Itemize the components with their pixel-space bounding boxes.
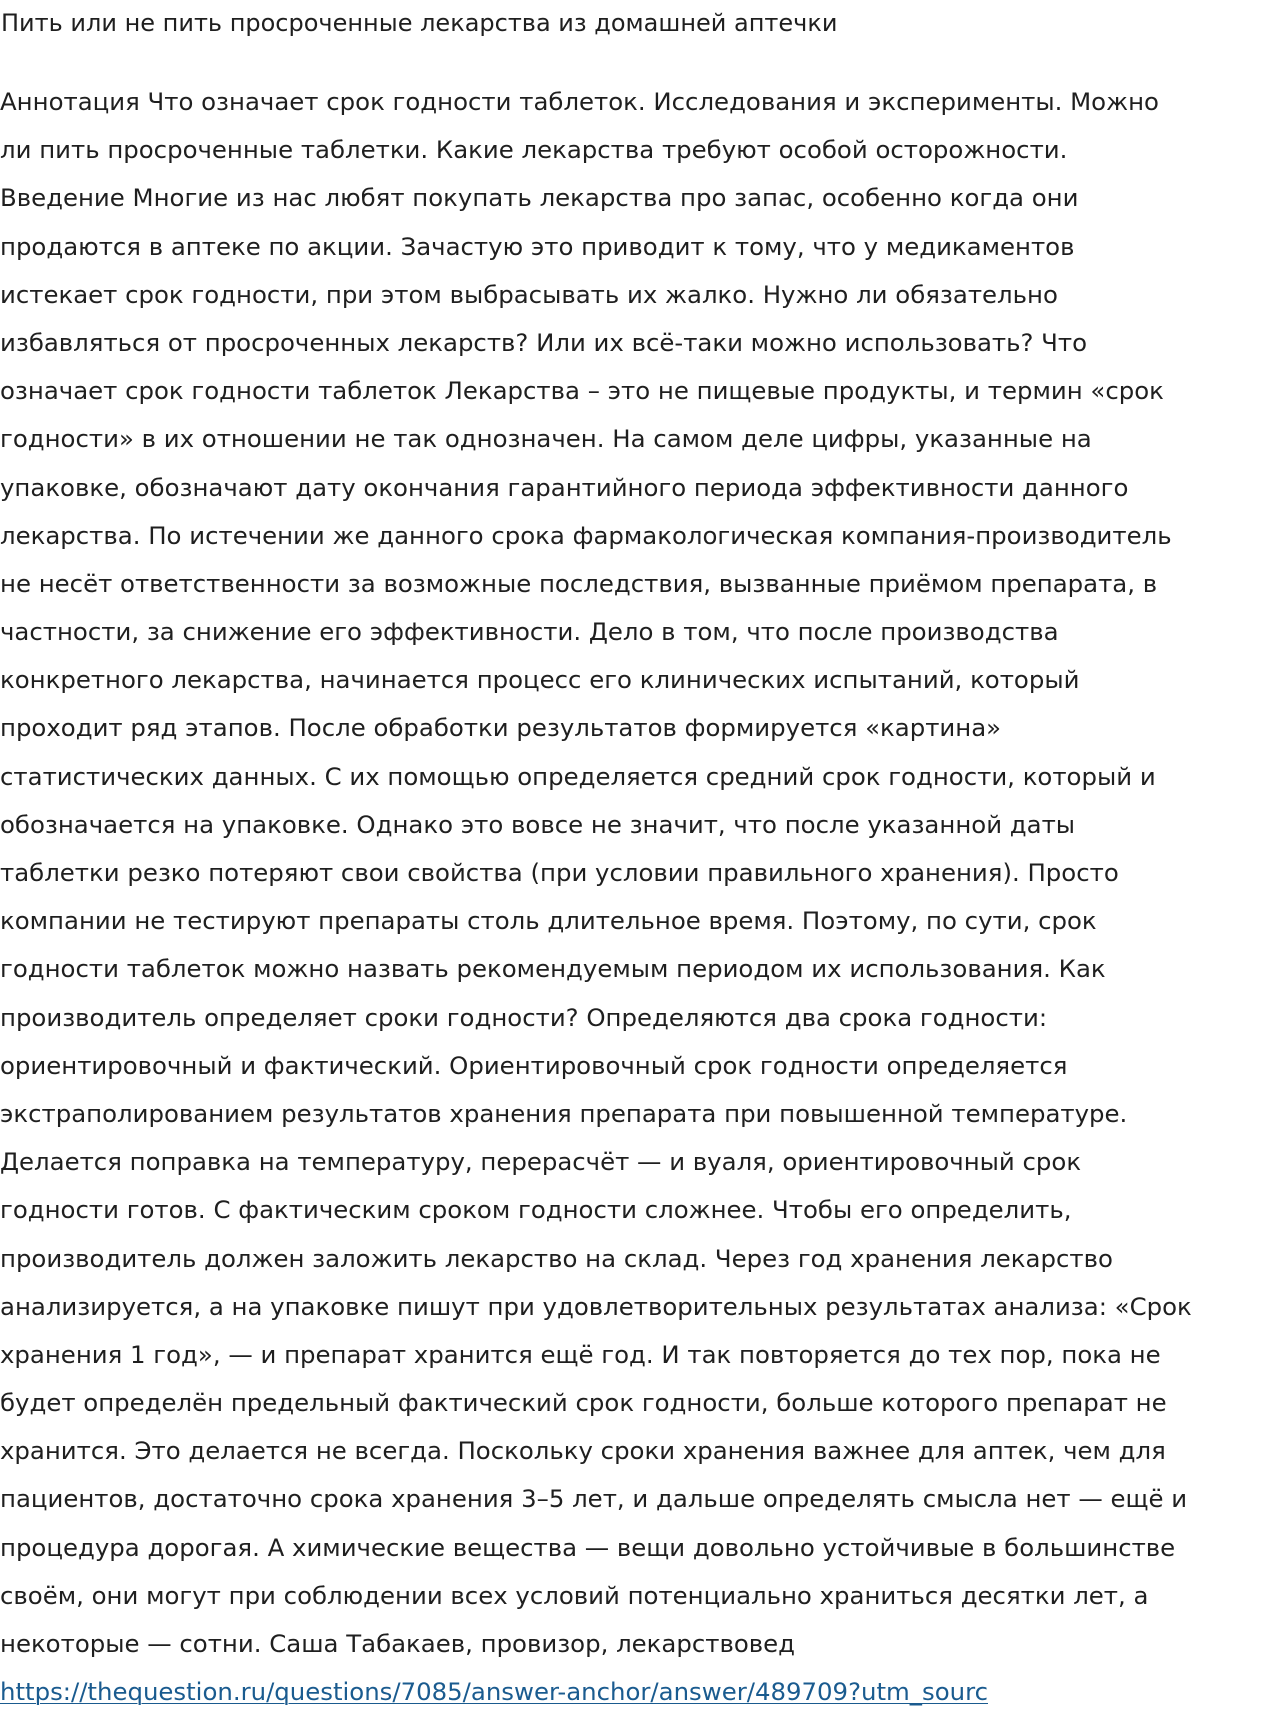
body-line: Делается поправка на температуру, перерасчёт — и вуаля, ориентировочный срок: [0, 1147, 1082, 1177]
body-line: не несёт ответственности за возможные последствия, вызванные приёмом препарата, в: [0, 568, 1158, 598]
body-line: Введение Многие из нас любят покупать лекарства про запас, особенно когда они: [0, 183, 1079, 213]
body-line: таблетки резко потеряют свои свойства (при условии правильного хранения). Просто: [0, 858, 1119, 887]
body-line: производитель должен заложить лекарство на склад. Через год хранения лекарство: [0, 1243, 1113, 1273]
body-line: продаются в аптеке по акции. Зачастую это приводит к тому, что у медикаментов: [0, 231, 1075, 261]
body-line: некоторые — сотни. Саша Табакаев, провизор, лекарствовед: [0, 1629, 795, 1658]
body-line: хранения 1 год», — и препарат хранится ещё год. И так повторяется до тех пор, пока не: [0, 1339, 1161, 1369]
body-line: годности» в их отношении не так однозначен. На самом деле цифры, указанные на: [0, 424, 1092, 454]
body-line: анализируется, а на упаковке пишут при удовлетворительных результатах анализа: «Срок: [0, 1291, 1192, 1321]
body-line: означает срок годности таблеток Лекарства – это не пищевые продукты, и термин «срок: [0, 376, 1164, 406]
body-line: процедура дорогая. А химические вещества — вещи довольно устойчивые в большинстве: [0, 1532, 1176, 1562]
body-line: будет определён предельный фактический срок годности, больше которого препарат не: [0, 1388, 1167, 1418]
body-line: компании не тестируют препараты столь длительное время. Поэтому, по сути, срок: [0, 906, 1097, 936]
body-line: лекарства. По истечении же данного срока фармакологическая компания-производитель: [0, 520, 1172, 550]
body-line: Аннотация Что означает срок годности таблеток. Исследования и эксперименты. Можно: [0, 87, 1159, 116]
body-line: ориентировочный и фактический. Ориентировочный срок годности определяется: [0, 1050, 1068, 1080]
source-link[interactable]: https://thequestion.ru/questions/7085/answer-anchor/answer/489709?utm_sourc: [0, 1677, 988, 1707]
body-line: статистических данных. С их помощью определяется средний срок годности, который и: [0, 761, 1156, 791]
body-line: производитель определяет сроки годности? Определяются два срока годности:: [0, 1002, 1048, 1032]
source-link-line: [0, 1668, 1270, 1716]
body-line: проходит ряд этапов. После обработки результатов формируется «картина»: [0, 713, 1002, 743]
body-line: ли пить просроченные таблетки. Какие лекарства требуют особой осторожности.: [0, 135, 1068, 165]
body-line: избавляться от просроченных лекарств? Или их всё-таки можно использовать? Что: [0, 327, 1088, 357]
article-body: [0, 78, 1270, 1716]
body-line: истекает срок годности, при этом выбрасывать их жалко. Нужно ли обязательно: [0, 279, 1058, 309]
body-line: пациентов, достаточно срока хранения 3–5 лет, и дальше определять смысла нет — ещё и: [0, 1484, 1188, 1514]
body-line: своём, они могут при соблюдении всех условий потенциально храниться десятки лет, а: [0, 1580, 1149, 1610]
body-line: годности готов. С фактическим сроком годности сложнее. Чтобы его определить,: [0, 1195, 1072, 1225]
body-line: упаковке, обозначают дату окончания гарантийного периода эффективности данного: [0, 472, 1129, 502]
body-line: обозначается на упаковке. Однако это вовсе не значит, что после указанной даты: [0, 809, 1076, 839]
body-line: конкретного лекарства, начинается процесс его клинических испытаний, который: [0, 665, 1080, 695]
article-title: Пить или не пить просроченные лекарства из домашней аптечки: [1, 9, 838, 37]
body-line: частности, за снижение его эффективности. Дело в том, что после производства: [0, 617, 1059, 647]
body-line: хранится. Это делается не всегда. Поскольку сроки хранения важнее для аптек, чем для: [0, 1436, 1166, 1466]
body-line: экстраполированием результатов хранения препарата при повышенной температуре.: [0, 1098, 1128, 1128]
body-line: годности таблеток можно назвать рекомендуемым периодом их использования. Как: [0, 954, 1106, 984]
